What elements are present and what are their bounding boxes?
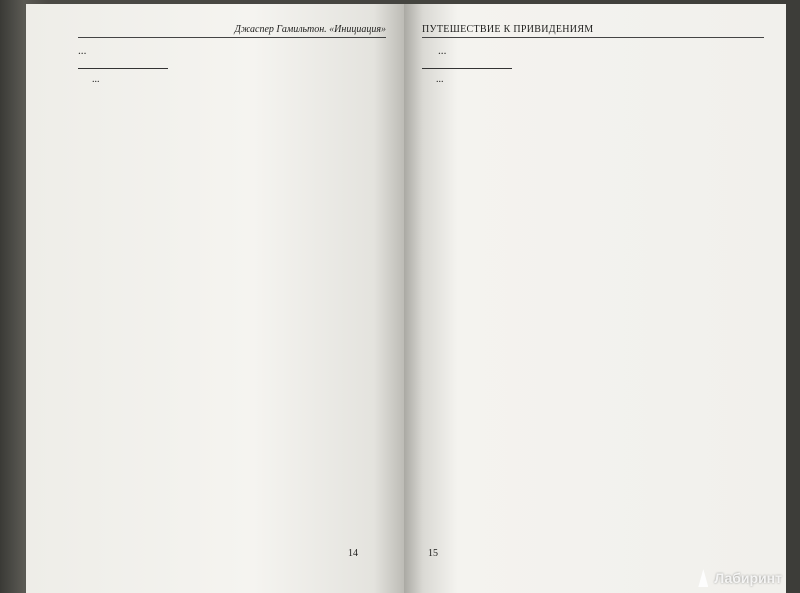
body-text [422,44,764,59]
page-number: 15 [428,548,438,559]
watermark-text: Лабиринт [714,570,782,586]
page-number: 14 [348,548,358,559]
labirint-logo-icon [696,569,710,587]
paragraph: ... [438,45,447,57]
footnote-rule [78,68,168,69]
paragraph: ... [78,45,87,57]
footnote: ... [436,74,444,86]
footnote: ... [92,74,100,86]
right-page [404,4,786,593]
body-text [78,44,386,59]
left-page [26,4,404,593]
running-head: ПУТЕШЕСТВИЕ К ПРИВИДЕНИЯМ [422,24,764,38]
running-head: Джаспер Гамильтон. «Инициация» [78,24,386,38]
footnote-rule [422,68,512,69]
watermark [696,569,782,587]
